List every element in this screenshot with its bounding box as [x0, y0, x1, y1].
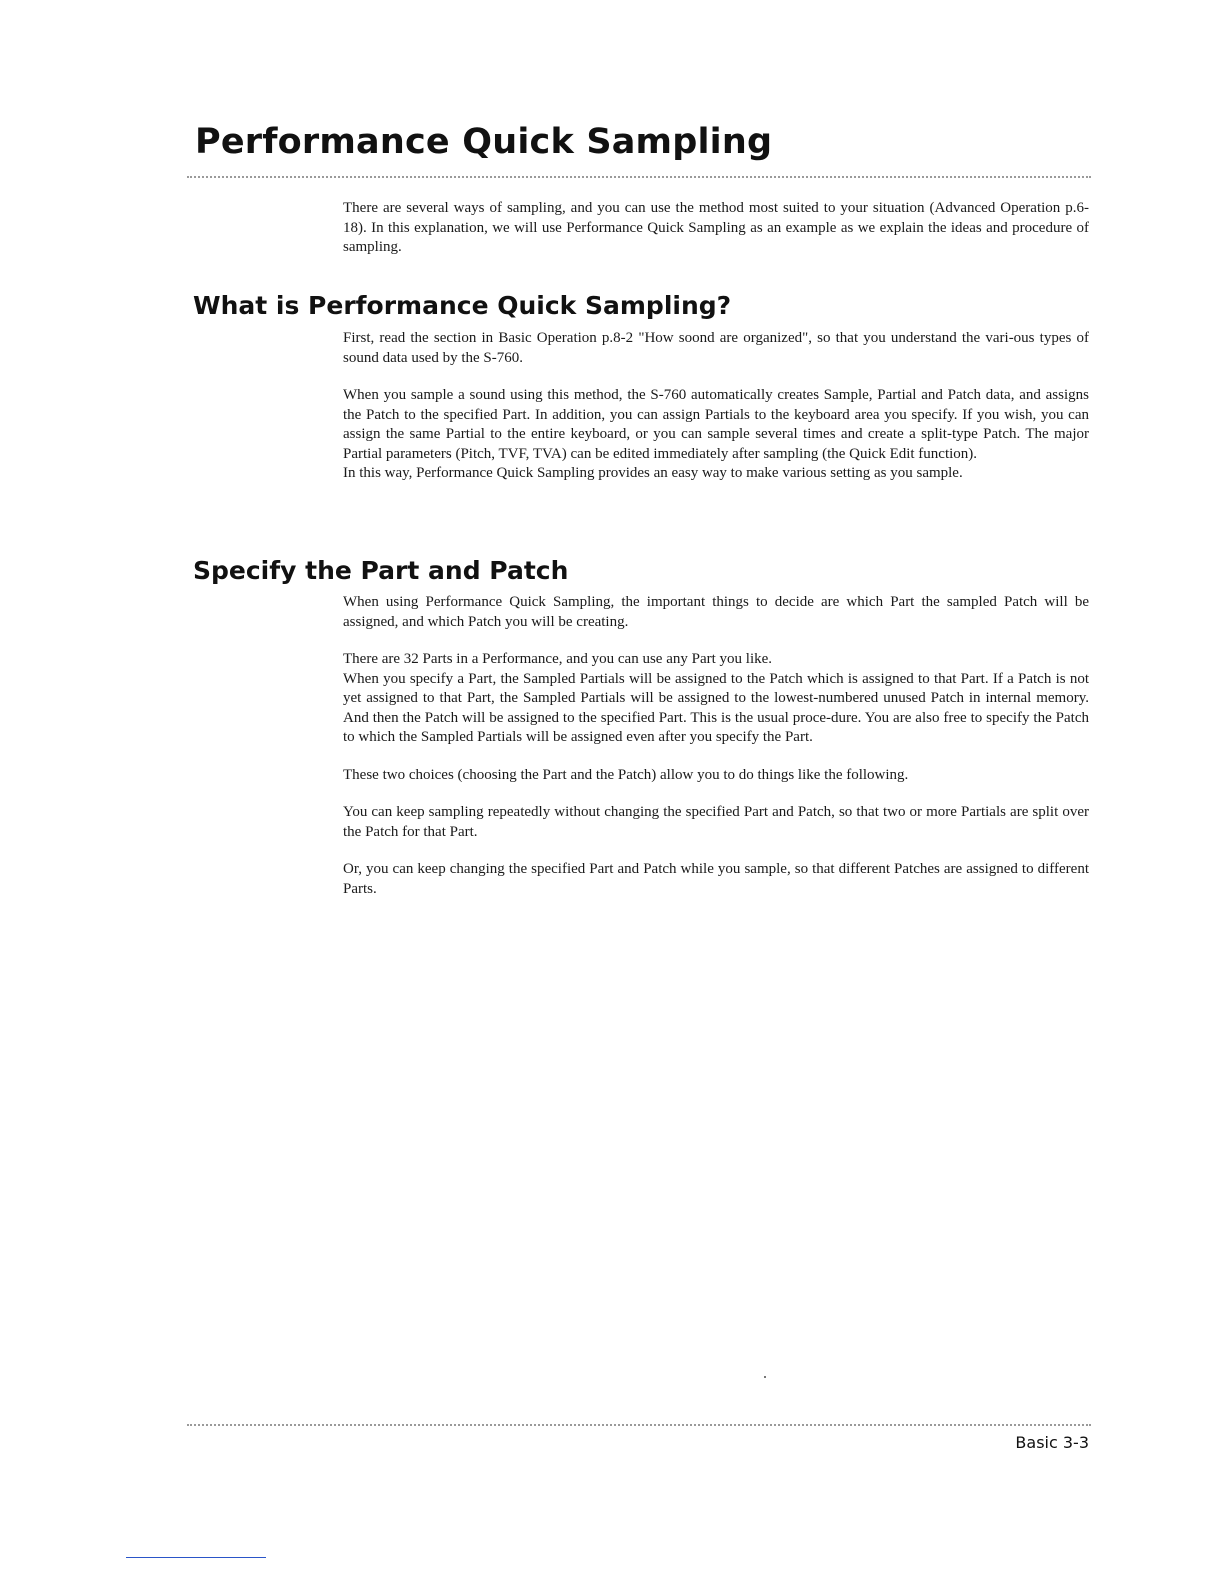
page-number-label: Basic 3-3	[1015, 1433, 1089, 1452]
intro-paragraph: There are several ways of sampling, and you can use the method most suited to your situation (Advanced Operation p.6-18). In this explanation, we will use Performance Quick Sampling as an example as we explain the ideas and procedure of sampling.	[343, 200, 1089, 255]
paragraph: When you sample a sound using this method, the S-760 automatically creates Sample, Partial and Patch data, and assigns the Patch to the specified Part. In addition, you can assign Partials to the keyboard area you specify. If you wish, you can assign the same Partial to the entire keyboard, or you can sample several times and create a split-type Patch. The major Partial parameters (Pitch, TVF, TVA) can be edited immediately after sampling (the Quick Edit function).	[343, 387, 1089, 462]
paragraph: Or, you can keep changing the specified Part and Patch while you sample, so that different Patches are assigned to different Parts.	[343, 861, 1089, 897]
paragraph: First, read the section in Basic Operation p.8-2 "How soond are organized", so that you understand the vari-ous types of sound data used by the S-760.	[343, 330, 1089, 366]
page-title: Performance Quick Sampling	[195, 122, 773, 162]
section-heading-specify-part-patch: Specify the Part and Patch	[193, 556, 569, 585]
paragraph: There are 32 Parts in a Performance, and you can use any Part you like.	[343, 651, 773, 667]
scan-speck	[764, 1376, 766, 1378]
intro-block	[343, 199, 1089, 258]
paragraph: These two choices (choosing the Part and the Patch) allow you to do things like the following.	[343, 766, 909, 783]
section-heading-what-is: What is Performance Quick Sampling?	[193, 291, 732, 320]
footer-divider	[187, 1424, 1091, 1426]
paragraph: When you specify a Part, the Sampled Partials will be assigned to the Patch which is assigned to that Part. If a Patch is not yet assigned to that Part, the Sampled Partials will be assigned to the lowest-numbered unused Patch in internal memory. And then the Patch will be assigned to the specified Part. This is the usual proce-dure. You are also free to specify the Patch to which the Sampled Partials will be assigned even after you specify the Part.	[343, 670, 1089, 745]
title-divider	[187, 176, 1091, 178]
paragraph: In this way, Performance Quick Sampling provides an easy way to make various setting as you sample.	[343, 465, 963, 481]
paragraph: When using Performance Quick Sampling, the important things to decide are which Part the sampled Patch will be assigned, and which Patch you will be creating.	[343, 594, 1089, 630]
section-body-what-is	[343, 329, 1089, 484]
paragraph: You can keep sampling repeatedly without changing the specified Part and Patch, so that two or more Partials are split over the Patch for that Part.	[343, 804, 1089, 840]
section-body-specify-part-patch	[343, 593, 1089, 899]
scan-edge-line	[126, 1557, 266, 1558]
